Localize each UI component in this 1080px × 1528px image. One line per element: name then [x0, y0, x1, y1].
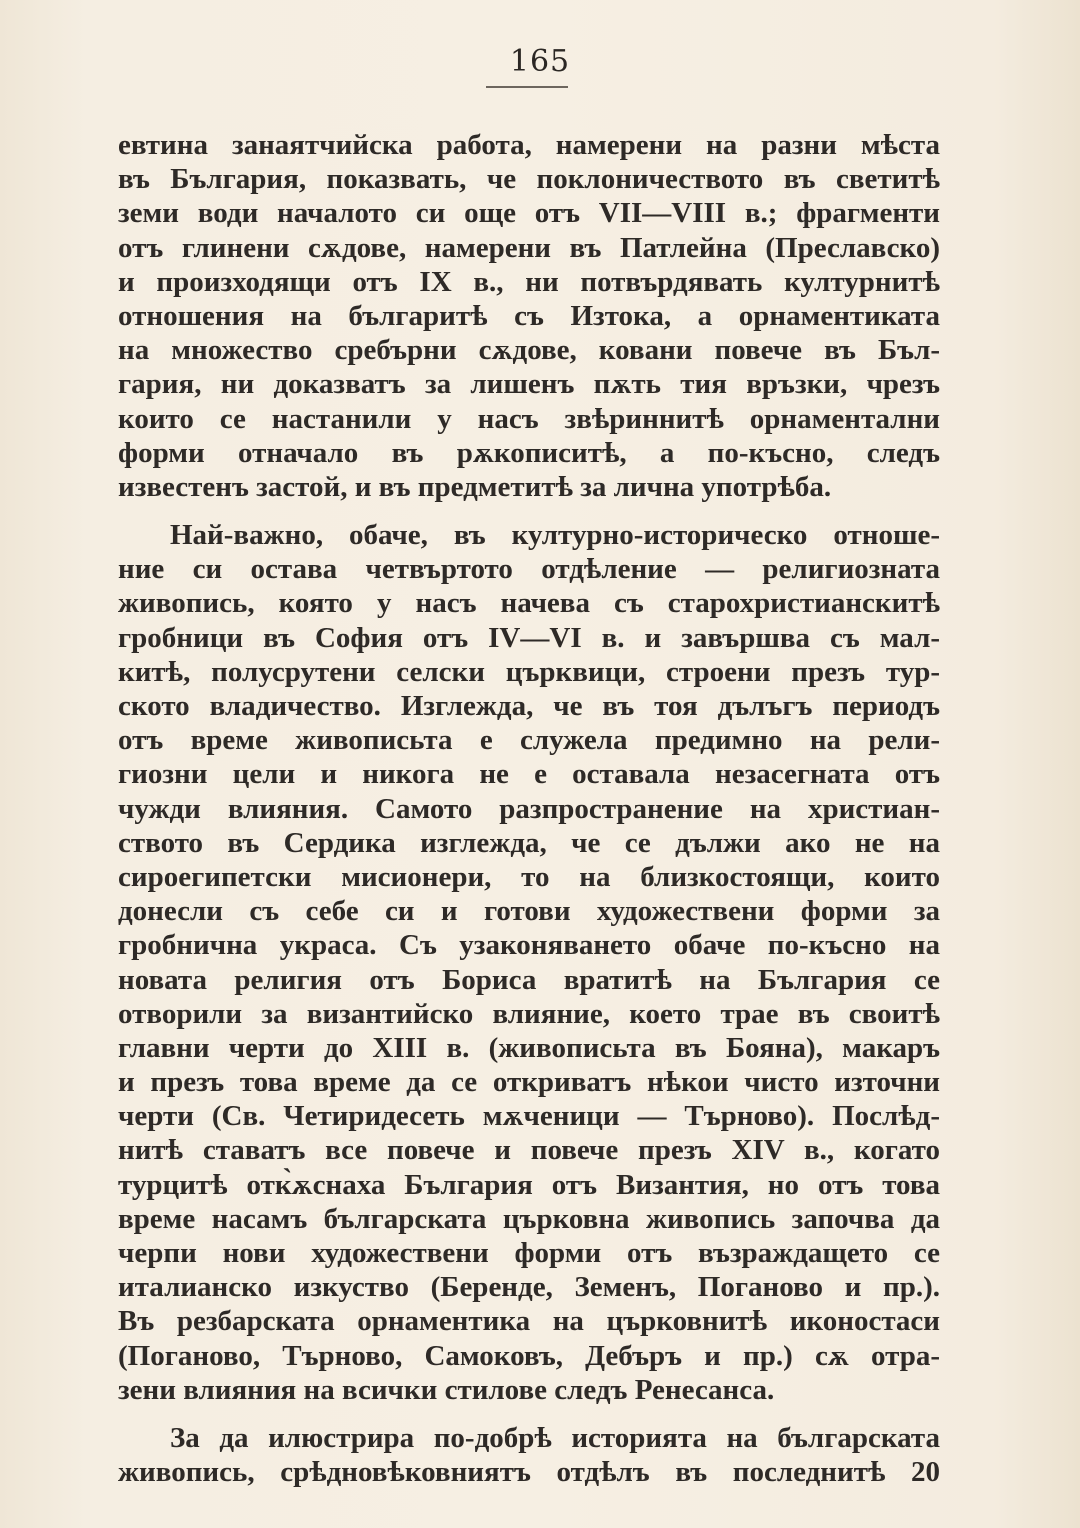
text-line: гиозни цели и никога не е оставала незасегната отъ	[118, 758, 940, 791]
text-line: турцитѣ отк̀ѫснаха България отъ Византия, но отъ това	[118, 1168, 940, 1201]
text-line: живопись, която у насъ начева съ старохристианскитѣ	[118, 587, 940, 620]
text-line: отношения на българитѣ съ Изтока, а орнаментиката	[118, 299, 940, 332]
text-line: (Поганово, Търново, Самоковъ, Дебъръ и пр.) сѫ отра-	[118, 1339, 940, 1372]
text-line: италианско изкуство (Беренде, Земенъ, Поганово и пр.).	[118, 1271, 940, 1304]
text-line: земи води началото си още отъ VII—VIII в.; фрагменти	[118, 197, 940, 230]
text-line: и презъ това време да се откриватъ нѣкои чисто източни	[118, 1066, 940, 1099]
text-line: Най-важно, обаче, въ културно-историческо отноше-	[170, 519, 940, 552]
text-line: живопись, срѣдновѣковниятъ отдѣлъ въ последнитѣ 20	[118, 1456, 940, 1489]
text-line: които се настанили у насъ звѣриннитѣ орнаментални	[118, 402, 940, 435]
paragraph	[118, 518, 940, 1407]
text-line: новата религия отъ Бориса вратитѣ на България се	[118, 963, 940, 996]
text-line: въ България, показвать, че поклоничеството въ светитѣ	[118, 163, 940, 196]
text-line: на множество сребърни сѫдове, ковани повече въ Бъл-	[118, 334, 940, 367]
text-line: известенъ застой, и въ предметитѣ за лична употрѣба.	[118, 470, 832, 503]
text-line: главни черти до XIII в. (живописьта въ Бояна), макаръ	[118, 1031, 940, 1064]
text-line: ството въ Сердика изглежда, че се дължи ако не на	[118, 826, 940, 859]
paragraph	[118, 128, 940, 504]
text-line: форми отначало въ рѫкописитѣ, а по-късно, следъ	[118, 436, 940, 469]
text-line: Въ резбарската орнаментика на църковнитѣ иконостаси	[118, 1305, 940, 1338]
text-line: гробнична украса. Съ узаконяването обаче по-късно на	[118, 929, 940, 962]
text-line: време насамъ българската църковна живопись започва да	[118, 1202, 940, 1235]
text-line: За да илюстрира по-добрѣ историята на българската	[170, 1421, 940, 1454]
text-line: гария, ни доказватъ за лишенъ пѫть тия връзки, чрезъ	[118, 368, 940, 401]
paragraph-gap	[118, 504, 940, 518]
text-line: отворили за византийско влияние, което трае въ своитѣ	[118, 997, 940, 1030]
text-line: отъ глинени сѫдове, намерени въ Патлейна (Преславско)	[118, 231, 940, 264]
text-line: ското владичество. Изглежда, че въ тоя дълъгъ периодъ	[118, 690, 940, 722]
text-line: сироегипетски мисионери, то на близкостоящи, които	[118, 860, 940, 893]
text-line: гробници въ София отъ IV—VI в. и завършва съ мал-	[118, 621, 940, 654]
paragraph	[118, 1421, 940, 1489]
text-line: евтина занаятчийска работа, намерени на разни мѣста	[118, 129, 940, 161]
text-line: нитѣ ставатъ все повече и повече презъ XIV в., когато	[118, 1134, 940, 1167]
text-line: и произходящи отъ IX в., ни потвърдявать културнитѣ	[118, 265, 940, 298]
paragraph-gap	[118, 1407, 940, 1421]
text-line: отъ време живописьта е служела предимно на рели-	[118, 724, 940, 757]
text-line: черти (Св. Четиридесеть мѫченици — Търново). Послѣд-	[118, 1100, 940, 1133]
page-number: 165	[509, 44, 571, 79]
body-text	[118, 128, 940, 1489]
text-line: китѣ, полусрутени селски църквици, строени презъ тур-	[118, 655, 940, 688]
text-line: зени влияния на всички стилове следъ Ренесанса.	[118, 1373, 775, 1406]
text-line: донесли съ себе си и готови художествени форми за	[118, 895, 940, 928]
text-line: ние си остава четвъртото отдѣление — религиозната	[118, 553, 940, 586]
page-number-underline	[486, 86, 568, 88]
text-line: черпи нови художествени форми отъ възраждащето се	[118, 1237, 940, 1269]
text-line: чужди влияния. Самото разпространение на христиан-	[118, 792, 940, 825]
